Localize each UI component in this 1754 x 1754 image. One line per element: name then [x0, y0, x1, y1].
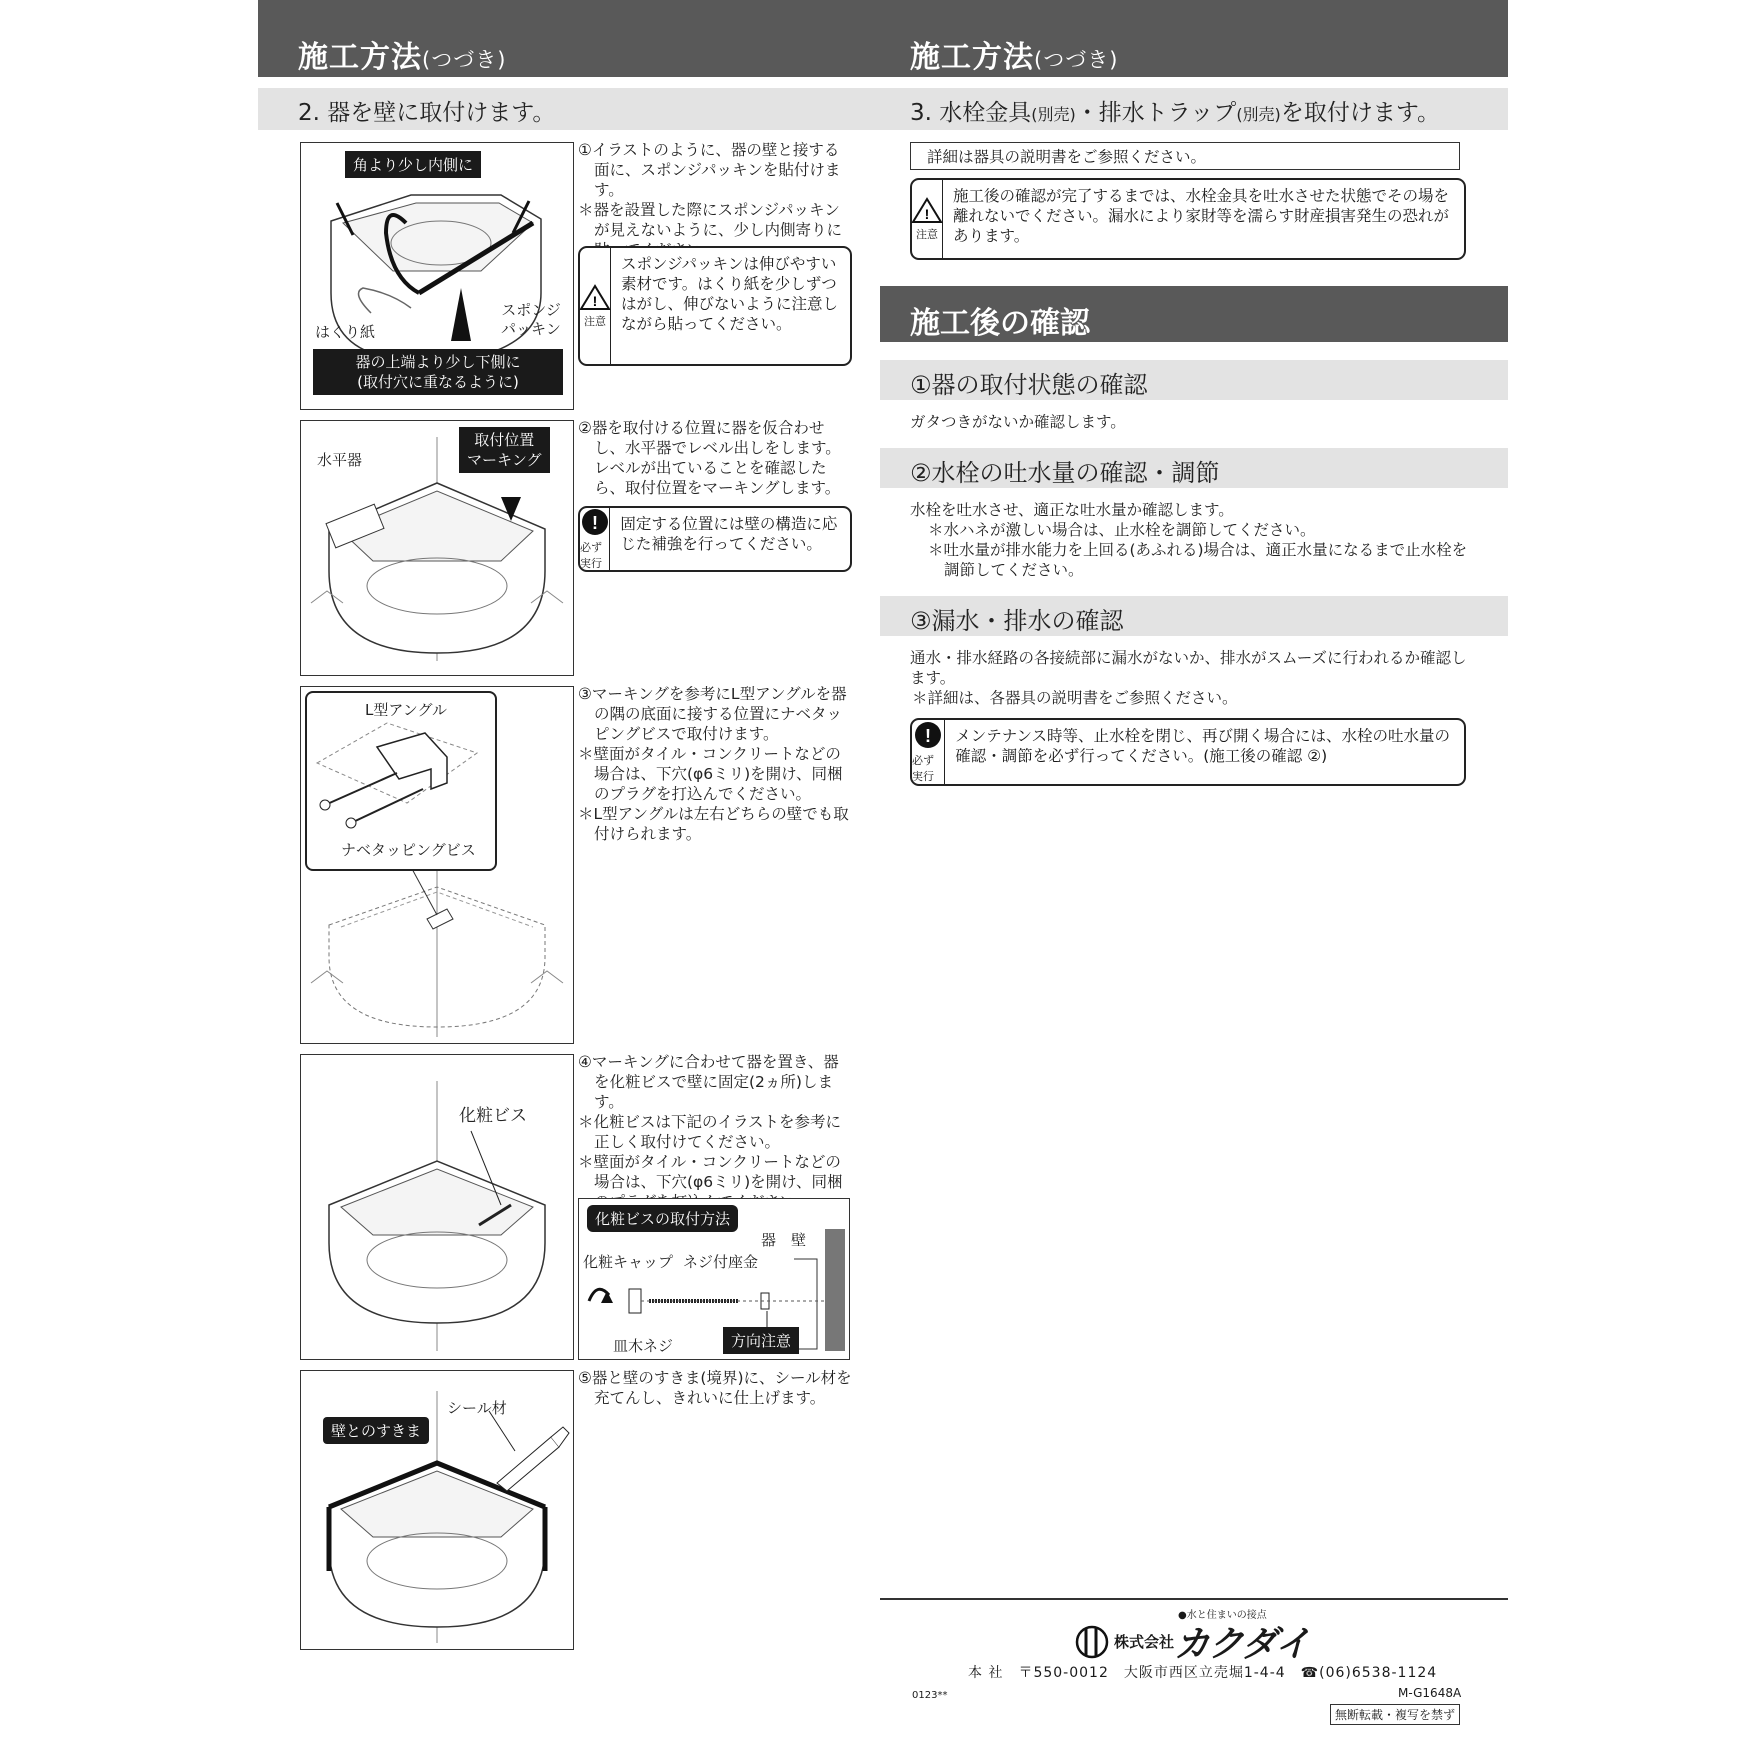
doc-code: M-G1648A: [1398, 1686, 1462, 1700]
caution-icon: ! 注意: [580, 248, 611, 364]
decorative-screw-method-box: [578, 1198, 850, 1360]
tag-wall-gap: 壁とのすきま: [323, 1417, 429, 1444]
step3-heading: 3. 水栓金具(別売)・排水トラップ(別売)を取付けます。: [910, 100, 1440, 126]
check1-heading-bar: [880, 360, 1508, 400]
must-box-reinforce: ! 必ず実行 固定する位置には壁の構造に応じた補強を行ってください。: [578, 506, 852, 572]
check2-heading-bar: [880, 448, 1508, 488]
company-prefix: 株式会社: [1114, 1633, 1175, 1651]
header-right-title: 施工方法(つづき): [910, 40, 1119, 75]
footer-address: 本 社 〒550-0012 大阪市西区立売堀1-4-4 ☎(06)6538-1124: [968, 1665, 1438, 1681]
label-dish-screw: 皿木ネジ: [613, 1337, 674, 1355]
illustration-leveling: [300, 420, 574, 676]
check2-text: 水栓を吐水させ、適正な吐水量か確認します。 ＊水ハネが激しい場合は、止水栓を調節してください。 ＊吐水量が排水能力を上回る(あふれる)場合は、適正水量になるまで止水栓を調節してください。: [910, 501, 1468, 579]
check2-heading: ②水栓の吐水量の確認・調節: [910, 459, 1220, 487]
tag-mounting-position: 取付位置 マーキング: [459, 427, 550, 473]
sink-seal-drawing: [301, 1371, 573, 1649]
header-left-title: 施工方法(つづき): [298, 40, 507, 75]
svg-text:!: !: [925, 725, 932, 746]
svg-text:!: !: [924, 205, 930, 222]
header-bar: [258, 0, 1508, 77]
step2-s2-text: ②器を取付ける位置に器を仮合わせし、水平器でレベル出しをします。 レベルが出ていることを確認したら、取付位置をマーキングします。: [578, 419, 841, 497]
must-do-icon: ! 必ず実行: [912, 720, 945, 784]
illustration-l-angle: [300, 686, 574, 1044]
check3-text: 通水・排水経路の各接続部に漏水がないか、排水がスムーズに行われるか確認します。 ＊詳細は、各器具の説明書をご参照ください。: [910, 649, 1467, 707]
label-cap: 化粧キャップ: [583, 1253, 674, 1271]
label-l-angle: L型アングル: [365, 701, 448, 719]
after-check-title: 施工後の確認: [910, 306, 1090, 341]
step2-s1-text: ①イラストのように、器の壁と接する面に、スポンジパッキンを貼付けます。 ＊器を設置した際にスポンジパッキンが見えないように、少し内側寄りに: [578, 141, 843, 239]
tag-inside-corner: 角より少し内側に: [345, 151, 481, 178]
step2-s5-text: ⑤器と壁のすきま(境界)に、シール材を充てんし、きれいに仕上げます。: [578, 1369, 852, 1407]
caution-icon: ! 注意: [912, 180, 943, 258]
check1-heading: ①器の取付状態の確認: [910, 371, 1148, 399]
label-washer: ネジ付座金: [683, 1253, 759, 1271]
footer-tagline: ●水と住まいの接点: [1178, 1610, 1267, 1621]
label-tapping-screw: ナベタッピングビス: [341, 841, 476, 859]
label-sponge-packing: スポンジ パッキン: [501, 301, 561, 338]
illustration-sealant: [300, 1370, 574, 1650]
copyright-notice: 無断転載・複写を禁ず: [1330, 1704, 1460, 1725]
check1-text: ガタつきがないか確認します。: [910, 413, 1126, 431]
illustration-sponge-packing: [300, 142, 574, 410]
step3-info-box: 詳細は器具の説明書をご参照ください。: [910, 142, 1460, 170]
must-box-maintenance: ! 必ず実行 メンテナンス時等、止水栓を閉じ、再び開く場合には、水栓の吐水量の確認・調節を必ず行ってください。(施工後の確認 ②): [910, 718, 1466, 786]
tag-direction-caution: 方向注意: [723, 1327, 799, 1354]
label-level: 水平器: [317, 451, 363, 469]
kakudai-logo-icon: [1074, 1626, 1110, 1658]
label-release-paper: はくり紙: [315, 323, 376, 341]
after-check-title-bar: [880, 286, 1508, 342]
check3-heading: ③漏水・排水の確認: [910, 607, 1124, 635]
sink-screw-drawing: [301, 1055, 573, 1359]
must-do-icon: ! 必ず実行: [580, 508, 610, 570]
method-title: 化粧ビスの取付方法: [587, 1205, 738, 1232]
step2-heading-bar: [258, 88, 870, 130]
check3-heading-bar: [880, 596, 1508, 636]
step2-s4-text: ④マーキングに合わせて器を置き、器を化粧ビスで壁に固定(2ヵ所)します。 ＊化粧ビスは下記のイラストを参考に正しく取付けてください。 ＊壁面がタイル・コンクリートなどの場合は、下穴(φ6ミリ)を開け、同梱: [578, 1053, 843, 1191]
step3-heading-bar: [870, 88, 1508, 130]
label-decorative-screw: 化粧ビス: [459, 1106, 527, 1126]
label-wall: 壁: [791, 1231, 807, 1249]
svg-text:!: !: [591, 512, 598, 533]
caution-box-faucet: ! 注意 施工後の確認が完了するまでは、水栓金具を吐水させた状態でその場を離れないでください。漏水により家財等を濡らす財産損害発生の恐れがあります。: [910, 178, 1466, 260]
tag-below-top-edge: 器の上端より少し下側に (取付穴に重なるように): [313, 349, 563, 395]
svg-text:!: !: [592, 292, 598, 309]
date-code: 0123**: [912, 1690, 948, 1701]
label-sealant: シール材: [447, 1399, 507, 1417]
illustration-decorative-screw: [300, 1054, 574, 1360]
company-logo: [1074, 1616, 1309, 1667]
footer-divider: [880, 1598, 1508, 1600]
caution-box-sponge: ! 注意 スポンジパッキンは伸びやすい素材です。はくり紙を少しずつはがし、伸びないように注意しながら貼ってください。: [578, 246, 852, 366]
label-vessel: 器: [761, 1231, 777, 1249]
company-name: カクダイ: [1174, 1624, 1309, 1665]
step2-heading: 2. 器を壁に取付けます。: [298, 100, 556, 126]
step2-s3-text: ③マーキングを参考にL型アングルを器の隅の底面に接する位置にナベタッピングビスで取付けます。 ＊壁面がタイル・コンクリートなどの場合は、下穴(φ6ミリ)を開け、同梱のプラグを打込んでください。 ＊L型アングルは左右どちらの壁でも取付けられます。: [578, 685, 849, 843]
